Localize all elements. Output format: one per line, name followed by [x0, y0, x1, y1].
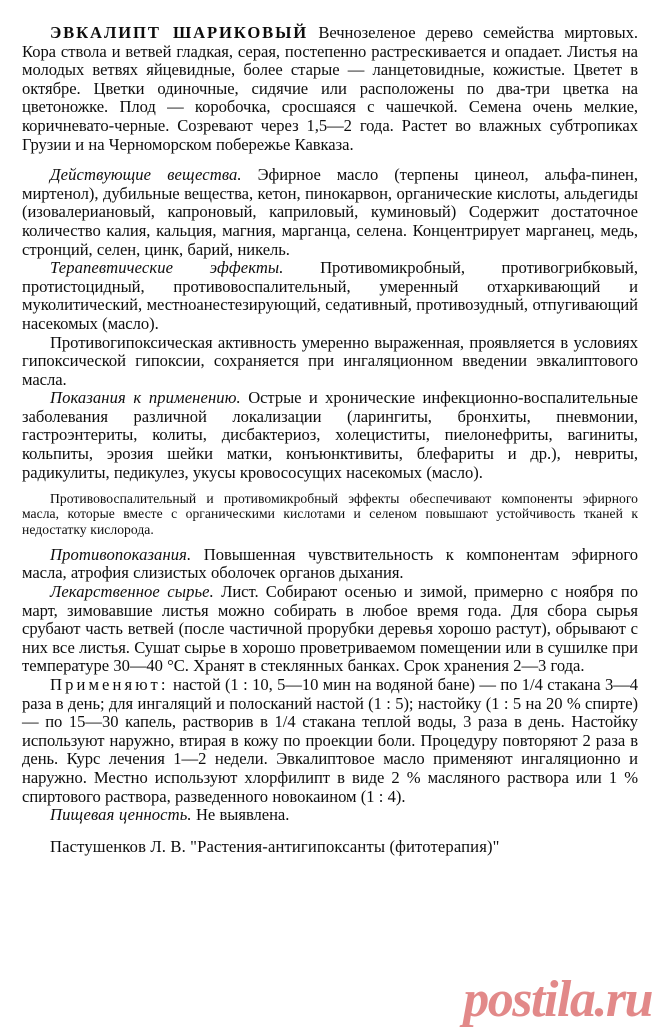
- source-attribution: Пастушенков Л. В. "Растения-антигипоксанты (фитотерапия)": [50, 836, 500, 856]
- section-therapeutic-effects: [22, 259, 638, 333]
- section-nutritional-value: [22, 806, 638, 825]
- section-heading: Лекарственное сырье.: [50, 582, 214, 602]
- section-body: Эфирное масло (терпены цинеол, альфа-пинен, миртенол), дубильные вещества, кетон, пинокарвон, органические кислоты, альдегиды (изовалериановый, капроновый, каприловый, куминовый) Содержит достаточное количество калия, кальция, магния, марганца, селена. Концентрирует марганец, медь, стронций, селен, цинк, барий, никель.: [22, 165, 638, 259]
- spacer: [22, 825, 638, 837]
- section-heading: Противопоказания.: [50, 544, 192, 564]
- section-heading: Действующие вещества.: [50, 165, 242, 185]
- intro-description: Вечнозеленое дерево семейства миртовых. Кора ствола и ветвей гладкая, серая, постепенно растрескивается и опадает. Листья на молодых ветвях яйцевидные, более старые — ланцетовидные, кожистые. Цветет в октябре. Цветки одиночные, сидячие или расположены по два-три цветка на цветоножке. Плод — коробочка, сросшаяся с чашечкой. Семена очень мелкие, коричневато-черные. Созревают через 1,5—2 года. Растет во влажных субтропиках Грузии и на Черноморском побережье Кавказа.: [22, 23, 638, 154]
- intro-paragraph: [22, 24, 638, 154]
- section-body: Повышенная чувствительность к компонентам эфирного масла, атрофия слизистых оболочек органов дыхания.: [22, 544, 638, 583]
- section-raw-material: [22, 583, 638, 676]
- section-body: Противогипоксическая активность умеренно выраженная, проявляется в условиях гипоксической гипоксии, сохраняется при ингаляционном введении эвкалиптового масла.: [22, 332, 638, 389]
- section-body: Не выявлена.: [195, 805, 290, 825]
- section-contraindications: [22, 546, 638, 583]
- spacer: [22, 482, 638, 491]
- section-heading: Терапевтические эффекты.: [50, 258, 284, 278]
- section-body: Острые и хронические инфекционно-воспалительные заболевания различной локализации (ларингиты, бронхиты, пневмонии, гастроэнтериты, колиты, дисбактериоз, холециститы, пиелонефриты, вагиниты, кольпиты, эрозия шейки матки, конъюнктивиты, блефариты и др.), невриты, радикулиты, педикулез, укусы кровососущих насекомых (масло).: [22, 388, 638, 482]
- section-indications: [22, 389, 638, 482]
- section-body: Противомикробный, противогрибковый, протистоцидный, противовоспалительный, умеренный отхаркивающий и муколитический, местноанестезирующий, седативный, противозудный, отпугивающий насекомых (масло).: [22, 258, 638, 333]
- section-body: Лист. Собирают осенью и зимой, примерно с ноября по март, зимовавшие листья можно собирать в любое время года. Для сбора сырья срубают часть ветвей (после частичной прорубки деревья хорошо растут), обрывают с них все листья. Сушат сырье в хорошо проветриваемом помещении или в сушилке при температуре 30—40 °С. Хранят в стеклянных банках. Срок хранения 2—3 года.: [22, 582, 638, 676]
- section-usage: [22, 676, 638, 806]
- section-antihypoxic-activity: [22, 334, 638, 390]
- section-heading: Показания к применению.: [50, 388, 241, 408]
- usage-heading: Применяют:: [50, 675, 169, 695]
- section-heading: Пищевая ценность.: [50, 805, 192, 825]
- page-title: ЭВКАЛИПТ ШАРИКОВЫЙ: [50, 23, 309, 42]
- postila-watermark: postila.ru: [463, 971, 652, 1028]
- section-active-substances: [22, 166, 638, 259]
- usage-body: настой (1 : 10, 5—10 мин на водяной бане) — по 1/4 стакана 3—4 раза в день; для ингаляций и полосканий настой (1 : 5); настойку (1 : 5 на 20 % спирте) — по 15—30 капель, растворив в 1/4 стакана теплой воды, 3 раза в день. Настойку используют наружно, втирая в кожу по проекции боли. Процедуру повторяют 2 раза в день. Курс лечения 1—2 недели. Эвкалиптовое масло применяют ингаляционно и наружно. Местно используют хлорфилипт в виде 2 % масляного раствора или 1 % спиртового раствора, разведенного новокаином (1 : 4).: [22, 675, 638, 806]
- note-paragraph: Противовоспалительный и противомикробный эффекты обеспечивают компоненты эфирного масла, которые вместе с органическими кислотами и селеном повышают устойчивость тканей к недостатку кислорода.: [22, 491, 638, 537]
